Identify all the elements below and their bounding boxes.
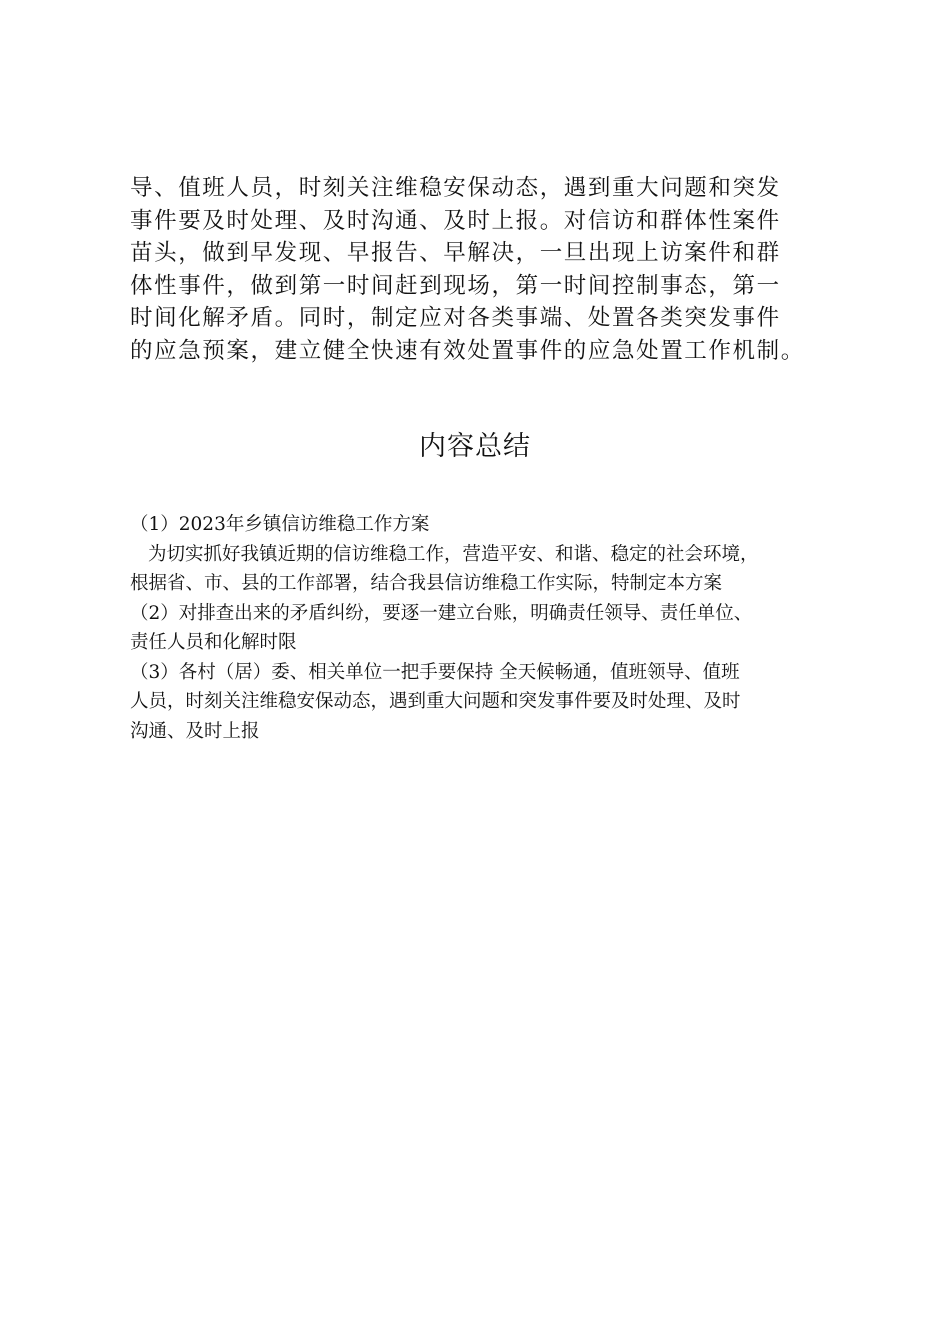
summary-line: 责任人员和化解时限 (130, 632, 297, 653)
summary-title: 内容总结 (419, 431, 531, 462)
body-line: 事件要及时处理、及时沟通、及时上报。对信访和群体性案件 (130, 207, 781, 234)
summary-line: 人员，时刻关注维稳安保动态，遇到重大问题和突发事件要及时处理、及时 (130, 691, 741, 712)
body-line: 苗头，做到早发现、早报告、早解决，一旦出现上访案件和群 (130, 240, 781, 266)
summary-line: （2）对排查出来的矛盾纠纷，要逐一建立台账，明确责任领导、责任单位、 (130, 602, 753, 624)
body-paragraph (130, 172, 830, 367)
summary-line: （1）2023年乡镇信访维稳工作方案 (130, 514, 430, 535)
body-line: 的应急预案，建立健全快速有效处置事件的应急处置工作机制。 (130, 337, 805, 364)
summary-line: 沟通、及时上报 (130, 720, 260, 742)
summary-line: 为切实抓好我镇近期的信访维稳工作，营造平安、和谐、稳定的社会环境， (148, 543, 759, 565)
body-line: 导、值班人员，时刻关注维稳安保动态，遇到重大问题和突发 (130, 175, 781, 201)
body-line: 时间化解矛盾。同时，制定应对各类事端、处置各类突发事件 (130, 305, 781, 331)
summary-line: （3）各村（居）委、相关单位一把手要保持 全天候畅通，值班领导、值班 (130, 661, 740, 683)
summary-line: 根据省、市、县的工作部署，结合我县信访维稳工作实际，特制定本方案 (130, 573, 723, 594)
body-line: 体性事件，做到第一时间赶到现场，第一时间控制事态，第一 (130, 272, 781, 299)
summary-section (130, 510, 830, 746)
